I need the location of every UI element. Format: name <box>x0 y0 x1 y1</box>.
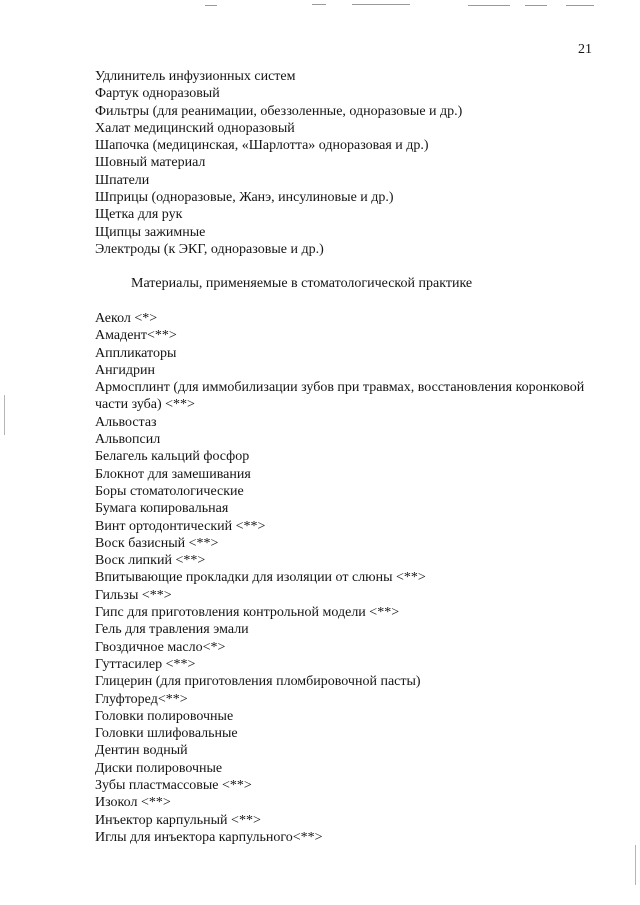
scan-artifact <box>566 5 594 6</box>
list-item: Гель для травления эмали <box>95 622 249 638</box>
list-item: Иглы для инъектора карпульного<**> <box>95 829 323 845</box>
list-item: Гильзы <**> <box>95 587 172 603</box>
list-item: Изокол <**> <box>95 795 171 811</box>
list-item: Гуттасилер <**> <box>95 656 196 672</box>
list-item: Щетка для рук <box>95 207 183 223</box>
page-number: 21 <box>578 42 592 57</box>
list-item: Гипс для приготовления контрольной модели <**> <box>95 605 400 621</box>
list-item: Белагель кальций фосфор <box>95 449 250 465</box>
list-item: Диски полировочные <box>95 760 223 776</box>
list-item: Блокнот для замешивания <box>95 466 251 482</box>
list-item: Шпатели <box>95 172 150 188</box>
list-item: Фильтры (для реанимации, обеззоленные, одноразовые и др.) <box>95 103 463 119</box>
dental-materials-list <box>95 310 605 846</box>
list-item: Удлинитель инфузионных систем <box>95 69 296 84</box>
scan-artifact <box>468 5 510 6</box>
list-item: Гвоздичное масло<*> <box>95 639 226 655</box>
list-item: Халат медицинский одноразовый <box>95 120 295 136</box>
list-item: Боры стоматологические <box>95 483 244 499</box>
list-item: Винт ортодонтический <**> <box>95 518 266 534</box>
list-item: Электроды (к ЭКГ, одноразовые и др.) <box>95 241 324 257</box>
list-item: Аекол <*> <box>95 311 158 326</box>
list-item: Бумага копировальная <box>95 501 229 517</box>
list-item: Головки полировочные <box>95 708 234 724</box>
general-supplies-list <box>95 68 605 258</box>
list-item: Впитывающие прокладки для изоляции от слюны <**> <box>95 570 426 586</box>
list-item: Амадент<**> <box>95 328 177 344</box>
list-item: Альвопсил <box>95 432 161 448</box>
list-item: Зубы пластмассовые <**> <box>95 778 252 794</box>
scan-artifact <box>635 845 636 885</box>
list-item: Альвостаз <box>95 414 157 430</box>
list-item: Армосплинт (для иммобилизации зубов при травмах, восстановления коронковой части зуба) <**> <box>95 380 585 413</box>
list-item: Ангидрин <box>95 362 155 378</box>
list-item: Головки шлифовальные <box>95 726 238 742</box>
list-item: Шприцы (одноразовые, Жанэ, инсулиновые и др.) <box>95 190 394 206</box>
list-item: Шовный материал <box>95 155 206 171</box>
list-item: Фартук одноразовый <box>95 86 220 102</box>
list-item: Аппликаторы <box>95 345 177 361</box>
list-item: Воск липкий <**> <box>95 553 206 569</box>
list-item: Щипцы зажимные <box>95 224 206 240</box>
list-item: Инъектор карпульный <**> <box>95 812 261 828</box>
scan-artifact <box>312 4 326 5</box>
scan-artifact <box>352 4 410 5</box>
list-item: Шапочка (медицинская, «Шарлотта» одноразовая и др.) <box>95 138 429 154</box>
list-item: Воск базисный <**> <box>95 535 219 551</box>
scan-artifact <box>525 5 547 6</box>
scan-artifact <box>4 395 5 435</box>
list-item: Глицерин (для приготовления пломбировочной пасты) <box>95 674 421 690</box>
scan-artifact <box>205 5 217 6</box>
list-item: Глуфторед<**> <box>95 691 188 707</box>
list-item: Дентин водный <box>95 743 188 759</box>
section-heading: Материалы, применяемые в стоматологической практике <box>131 276 473 291</box>
